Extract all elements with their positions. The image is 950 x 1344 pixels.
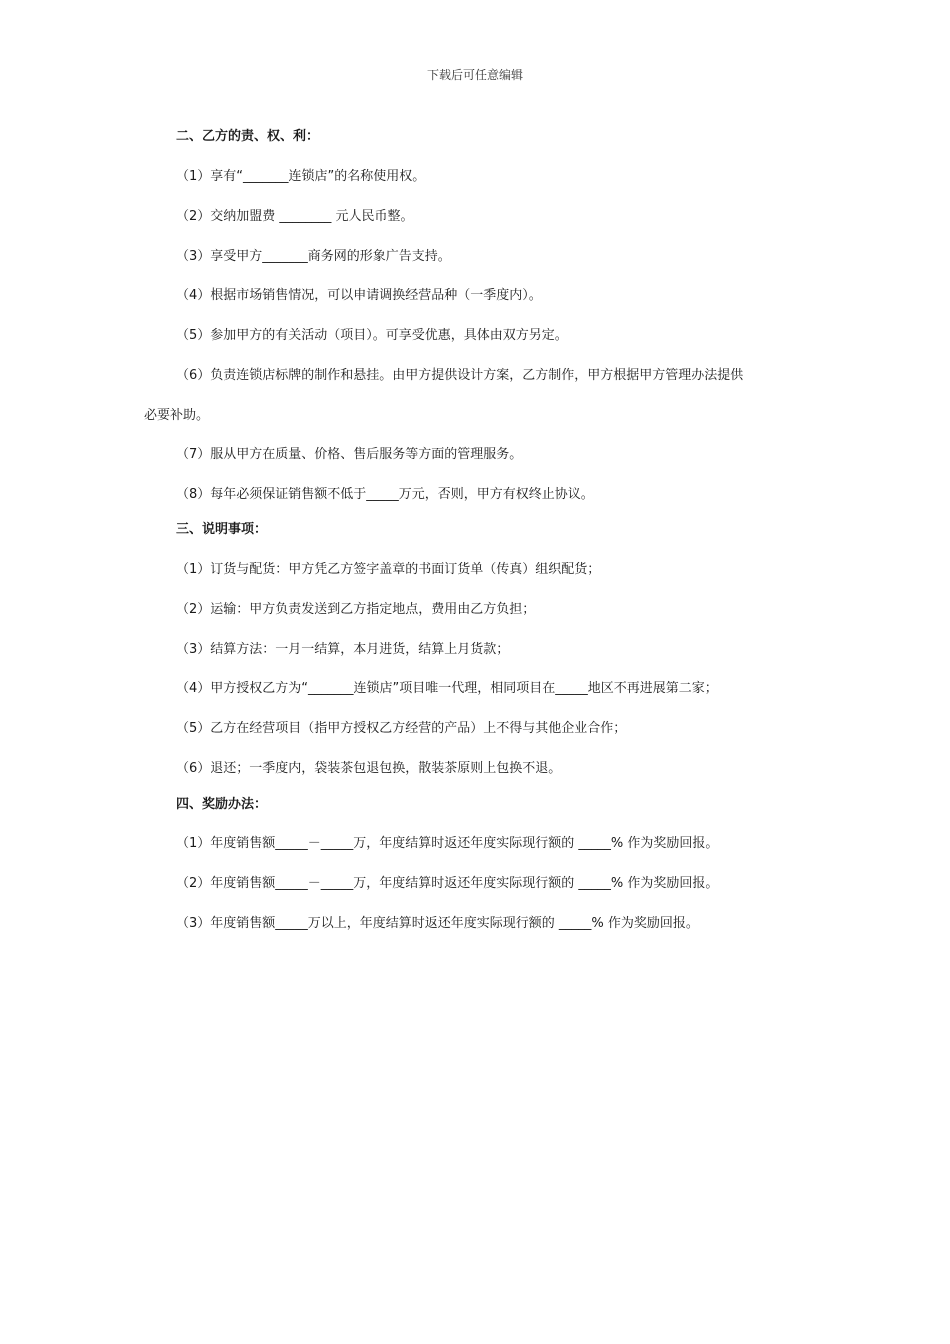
clause-3-3: （3）结算方法：一月一结算，本月进货，结算上月货款； [176,642,510,657]
clause-2-6-continued: 必要补助。 [144,408,210,423]
page-header: 下载后可任意编辑 [426,68,523,82]
clause-2-3: （3）享受甲方_______商务网的形象广告支持。 [176,249,451,264]
clause-2-8: （8）每年必须保证销售额不低于_____万元，否则，甲方有权终止协议。 [176,487,594,502]
clause-3-6: （6）退还；一季度内，袋装茶包退包换，散装茶原则上包换不退。 [176,761,562,776]
clause-4-2: （2）年度销售额_____－_____万，年度结算时返还年度实际现行额的 _____% 作为奖励回报。 [176,876,719,891]
clause-2-4: （4）根据市场销售情况，可以申请调换经营品种（一季度内）。 [176,288,542,303]
clause-3-1: （1）订货与配货：甲方凭乙方签字盖章的书面订货单（传真）组织配货； [176,562,601,577]
section-heading-3: 三、说明事项： [176,522,268,537]
clause-4-1: （1）年度销售额_____－_____万，年度结算时返还年度实际现行额的 _____% 作为奖励回报。 [176,836,719,851]
clause-2-2: （2）交纳加盟费 ________ 元人民币整。 [176,209,414,224]
clause-3-4: （4）甲方授权乙方为“_______连锁店”项目唯一代理，相同项目在_____地区不再进展第二家； [176,681,718,696]
section-heading-2: 二、乙方的责、权、利： [176,129,320,144]
clause-2-1: （1）享有“_______连锁店”的名称使用权。 [176,169,426,184]
clause-2-6: （6）负责连锁店标牌的制作和悬挂。由甲方提供设计方案，乙方制作，甲方根据甲方管理办法提供 [176,368,744,383]
section-heading-4: 四、奖励办法： [176,797,268,812]
clause-2-5: （5）参加甲方的有关活动（项目）。可享受优惠，具体由双方另定。 [176,328,568,343]
clause-2-7: （7）服从甲方在质量、价格、售后服务等方面的管理服务。 [176,447,523,462]
clause-3-5: （5）乙方在经营项目（指甲方授权乙方经营的产品）上不得与其他企业合作； [176,721,627,736]
clause-4-3: （3）年度销售额_____万以上，年度结算时返还年度实际现行额的 _____% 作为奖励回报。 [176,916,699,931]
clause-3-2: （2）运输：甲方负责发送到乙方指定地点，费用由乙方负担； [176,602,536,617]
